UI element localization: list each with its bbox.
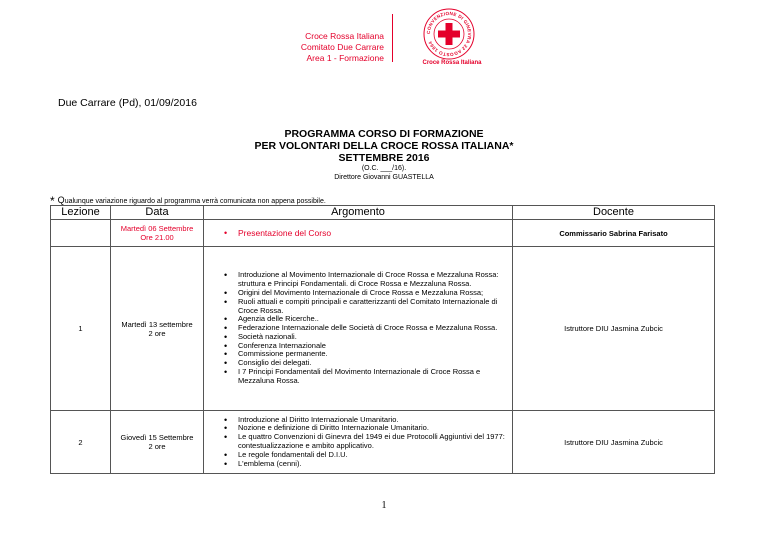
logo-caption: Croce Rossa Italiana bbox=[422, 60, 482, 66]
table-row bbox=[51, 220, 715, 247]
table-header-row bbox=[51, 206, 715, 220]
argomento-item: • Conferenza Internazionale bbox=[224, 342, 508, 351]
red-cross-emblem-icon bbox=[423, 8, 475, 60]
argomento-item: • Nozione e definizione di Diritto Internazionale Umanitario. bbox=[224, 424, 508, 433]
argomento-item: • L'emblema (cenni). bbox=[224, 460, 508, 469]
data-line: Martedì 13 settembre bbox=[121, 319, 193, 329]
header-divider bbox=[392, 14, 393, 62]
argomento-cell bbox=[204, 220, 513, 247]
lezione-cell: 2 bbox=[51, 411, 111, 474]
docente-cell: Commissario Sabrina Farisato bbox=[513, 220, 715, 247]
argomento-item: • Ruoli attuali e compiti principali e caratterizzanti del Comitato Internazionale di Croce Rossa. bbox=[224, 298, 508, 316]
page-number: 1 bbox=[381, 500, 387, 511]
docente-cell: Istruttore DIU Jasmina Zubcic bbox=[513, 247, 715, 411]
note-star: * bbox=[50, 194, 55, 208]
argomento-item: • Introduzione al Movimento Internazionale di Croce Rossa e Mezzaluna Rossa: struttura e Principi Fondamentali. di Croce Rossa e Mezzaluna Rossa. bbox=[224, 271, 508, 289]
doc-title-line-1: PROGRAMMA CORSO DI FORMAZIONE bbox=[284, 128, 484, 140]
data-cell bbox=[111, 411, 204, 474]
header-data: Data bbox=[111, 206, 204, 220]
header-argomento: Argomento bbox=[204, 206, 513, 220]
argomento-item: • Consiglio dei delegati. bbox=[224, 359, 508, 368]
table-row bbox=[51, 247, 715, 411]
data-line: Ore 21.00 bbox=[140, 233, 174, 242]
director-line: Direttore Giovanni GUASTELLA bbox=[334, 174, 434, 181]
argomento-item: • Le regole fondamentali del D.I.U. bbox=[224, 451, 508, 460]
oc-line: (O.C. ___/16). bbox=[361, 165, 407, 172]
org-area: Area 1 - Formazione bbox=[306, 53, 384, 63]
header-lezione: Lezione bbox=[51, 206, 111, 220]
argomento-item: • Presentazione del Corso bbox=[224, 228, 508, 238]
note-first-letter: Q bbox=[57, 195, 65, 205]
header-docente: Docente bbox=[513, 206, 715, 220]
note-text: ualunque variazione riguardo al programma verrà comunicata non appena possibile. bbox=[64, 198, 326, 205]
data-cell bbox=[111, 247, 204, 411]
data-line: 2 ore bbox=[148, 328, 166, 338]
data-line: Giovedì 15 Settembre bbox=[120, 433, 194, 442]
argomento-item: • Commissione permanente. bbox=[224, 350, 508, 359]
data-line: Martedì 06 Settembre bbox=[120, 224, 194, 233]
org-header bbox=[301, 31, 384, 64]
data-line: 2 ore bbox=[148, 442, 166, 451]
docente-cell: Istruttore DIU Jasmina Zubcic bbox=[513, 411, 715, 474]
argomento-item: • Agenzia delle Ricerche.. bbox=[224, 315, 508, 324]
doc-title-line-2: PER VOLONTARI DELLA CROCE ROSSA ITALIANA* bbox=[254, 140, 514, 152]
org-name: Croce Rossa Italiana bbox=[305, 31, 384, 41]
org-committee: Comitato Due Carrare bbox=[300, 42, 384, 52]
place-date: Due Carrare (Pd), 01/09/2016 bbox=[58, 97, 197, 109]
table-row bbox=[51, 411, 715, 474]
logo-ring-text: CONVENZIONE DI GINEVRA 22 AGOSTO 1864 bbox=[425, 10, 473, 58]
argomento-item: • Federazione Internazionale delle Società di Croce Rossa e Mezzaluna Rossa. bbox=[224, 324, 508, 333]
argomento-item: • Le quattro Convenzioni di Ginevra del 1949 ei due Protocolli Aggiuntivi del 1977: contestualizzazione e ambito applicativo. bbox=[224, 433, 508, 451]
argomento-item: • I 7 Principi Fondamentali del Movimento Internazionale di Croce Rossa e Mezzaluna Rossa. bbox=[224, 368, 508, 386]
argomento-cell bbox=[204, 247, 513, 411]
data-cell bbox=[111, 220, 204, 247]
program-table bbox=[50, 205, 715, 474]
doc-title-line-3: SETTEMBRE 2016 bbox=[338, 152, 430, 164]
argomento-item: • Società nazionali. bbox=[224, 333, 508, 342]
argomento-item: • Origini del Movimento Internazionale di Croce Rossa e Mezzaluna Rossa; bbox=[224, 289, 508, 298]
argomento-cell bbox=[204, 411, 513, 474]
lezione-cell bbox=[51, 220, 111, 247]
argomento-item: • Introduzione al Diritto Internazionale Umanitario. bbox=[224, 416, 508, 425]
lezione-cell: 1 bbox=[51, 247, 111, 411]
